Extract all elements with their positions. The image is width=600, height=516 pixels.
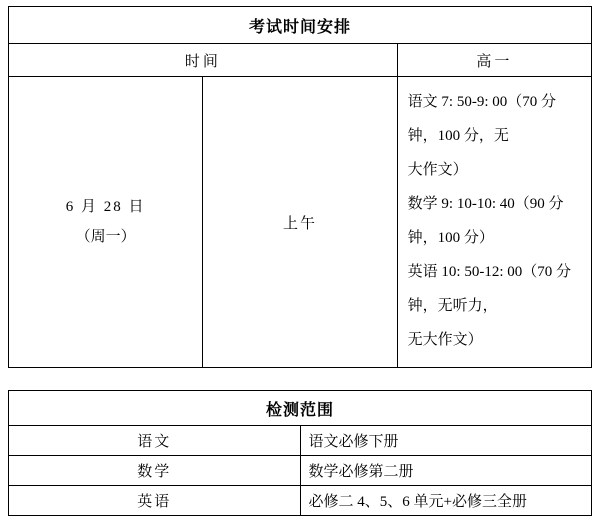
exam-subjects-cell [397, 77, 591, 368]
scope-content-english: 必修二 4、5、6 单元+必修三全册 [300, 486, 592, 516]
table-row [9, 486, 592, 516]
exam-subject-line: 数学 9: 10-10: 40（90 分钟，100 分） [407, 196, 564, 246]
scope-content-chinese: 语文必修下册 [300, 426, 592, 456]
exam-period-cell: 上午 [203, 77, 397, 368]
scope-content-math: 数学必修第二册 [300, 456, 592, 486]
exam-subject-line: 大作文） [407, 162, 468, 178]
table-row [9, 44, 592, 77]
exam-scope-table [8, 390, 592, 516]
table-row [9, 7, 592, 44]
exam-date-line2: （周一） [75, 229, 136, 245]
scope-subject-math: 数学 [9, 456, 301, 486]
schedule-header-grade: 高一 [397, 44, 591, 77]
scope-title: 检测范围 [9, 391, 592, 426]
exam-date-cell [9, 77, 203, 368]
exam-subject-line: 无大作文） [407, 332, 483, 348]
exam-subject-line: 语文 7: 50-9: 00（70 分钟，100 分，无 [407, 94, 556, 144]
table-row [9, 391, 592, 426]
table-row [9, 456, 592, 486]
document-page [0, 6, 600, 510]
exam-subject-line: 英语 10: 50-12: 00（70 分钟，无听力， [407, 264, 571, 314]
scope-subject-chinese: 语文 [9, 426, 301, 456]
exam-date-line1: 6 月 28 日 [65, 199, 146, 215]
schedule-header-time: 时间 [9, 44, 398, 77]
exam-schedule-table [8, 6, 592, 368]
table-row [9, 426, 592, 456]
table-row [9, 77, 592, 368]
scope-subject-english: 英语 [9, 486, 301, 516]
schedule-title: 考试时间安排 [9, 7, 592, 44]
